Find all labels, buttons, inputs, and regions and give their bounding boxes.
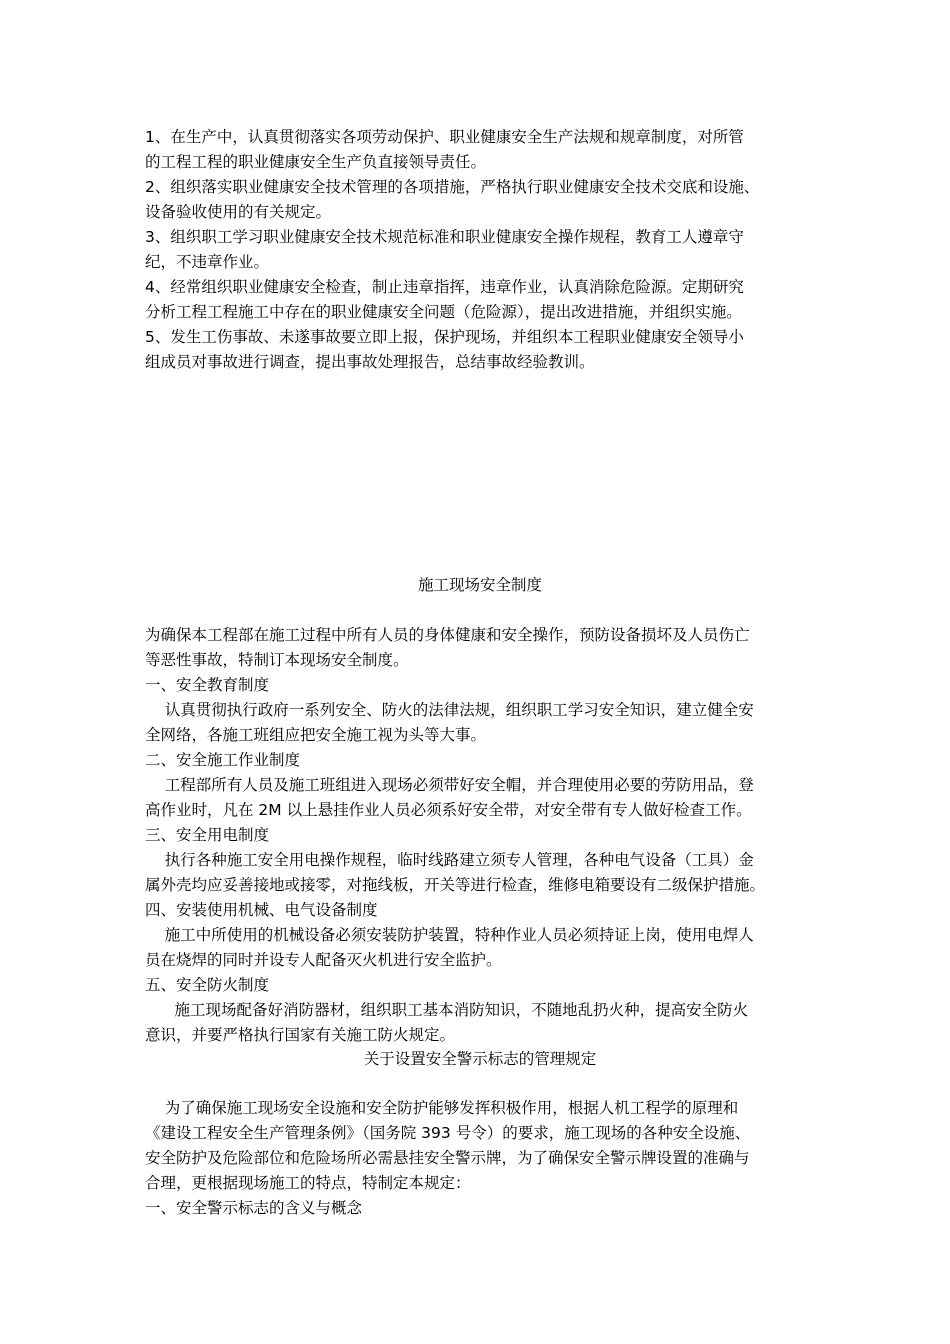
- section-heading: 一、安全警示标志的含义与概念: [145, 1199, 363, 1217]
- paragraph-line: 员在烧焊的同时并设专人配备灭火机进行安全监护。: [145, 951, 502, 969]
- list-item: 的工程工程的职业健康安全生产负直接领导责任。: [145, 153, 487, 171]
- paragraph-line: 合理，更根据现场施工的特点，特制定本规定：: [145, 1174, 471, 1192]
- paragraph-line: 意识，并要严格执行国家有关施工防火规定。: [145, 1026, 456, 1044]
- section-heading: 四、安装使用机械、电气设备制度: [145, 901, 378, 919]
- list-item: 5、发生工伤事故、未遂事故要立即上报，保护现场，并组织本工程职业健康安全领导小: [145, 328, 744, 346]
- list-item: 分析工程工程施工中存在的职业健康安全问题（危险源），提出改进措施，并组织实施。: [145, 303, 742, 321]
- responsibility-list: [145, 125, 815, 375]
- section-heading: 五、安全防火制度: [145, 976, 270, 994]
- paragraph-line: 施工现场配备好消防器材，组织职工基本消防知识，不随地乱扔火种，提高安全防火: [145, 1001, 749, 1019]
- paragraph-line: 认真贯彻执行政府一系列安全、防火的法律法规，组织职工学习安全知识，建立健全安: [145, 701, 754, 719]
- list-item: 3、组织职工学习职业健康安全技术规范标准和职业健康安全操作规程，教育工人遵章守: [145, 228, 744, 246]
- list-item: 设备验收使用的有关规定。: [145, 203, 332, 221]
- paragraph-line: 《建设工程安全生产管理条例》（国务院 393 号令）的要求，施工现场的各种安全设施、: [145, 1124, 751, 1142]
- section-heading: 二、安全施工作业制度: [145, 751, 301, 769]
- paragraph-line: 等恶性事故，特制订本现场安全制度。: [145, 651, 409, 669]
- section-heading: 三、安全用电制度: [145, 826, 270, 844]
- site-safety-title: 施工现场安全制度: [417, 576, 542, 594]
- site-safety-body: [145, 623, 815, 1048]
- paragraph-line: 属外壳均应妥善接地或接零，对拖线板，开关等进行检查，维修电箱要设有二级保护措施。: [145, 876, 766, 894]
- warning-signs-title: 关于设置安全警示标志的管理规定: [363, 1050, 597, 1068]
- section-heading: 一、安全教育制度: [145, 676, 270, 694]
- list-item: 纪，不违章作业。: [145, 253, 270, 271]
- paragraph-line: 为了确保施工现场安全设施和安全防护能够发挥积极作用，根据人机工程学的原理和: [145, 1099, 739, 1117]
- paragraph-line: 全网络，各施工班组应把安全施工视为头等大事。: [145, 726, 487, 744]
- paragraph-line: 为确保本工程部在施工过程中所有人员的身体健康和安全操作，预防设备损坏及人员伤亡: [145, 626, 750, 644]
- list-item: 1、在生产中，认真贯彻落实各项劳动保护、职业健康安全生产法规和规章制度，对所管: [145, 128, 744, 146]
- paragraph-line: 执行各种施工安全用电操作规程，临时线路建立须专人管理，各种电气设备（工具）金: [145, 851, 754, 869]
- paragraph-line: 施工中所使用的机械设备必须安装防护装置，特种作业人员必须持证上岗，使用电焊人: [145, 926, 754, 944]
- paragraph-line: 工程部所有人员及施工班组进入现场必须带好安全帽，并合理使用必要的劳防用品，登: [145, 776, 754, 794]
- list-item: 4、经常组织职业健康安全检查，制止违章指挥，违章作业，认真消除危险源。定期研究: [145, 278, 744, 296]
- warning-signs-body: [145, 1096, 815, 1221]
- paragraph-line: 安全防护及危险部位和危险场所必需悬挂安全警示牌，为了确保安全警示牌设置的准确与: [145, 1149, 750, 1167]
- paragraph-line: 高作业时，凡在 2M 以上悬挂作业人员必须系好安全带，对安全带有专人做好检查工作。: [145, 801, 752, 819]
- list-item: 2、组织落实职业健康安全技术管理的各项措施，严格执行职业健康安全技术交底和设施、: [145, 178, 760, 196]
- list-item: 组成员对事故进行调查，提出事故处理报告，总结事故经验教训。: [145, 353, 595, 371]
